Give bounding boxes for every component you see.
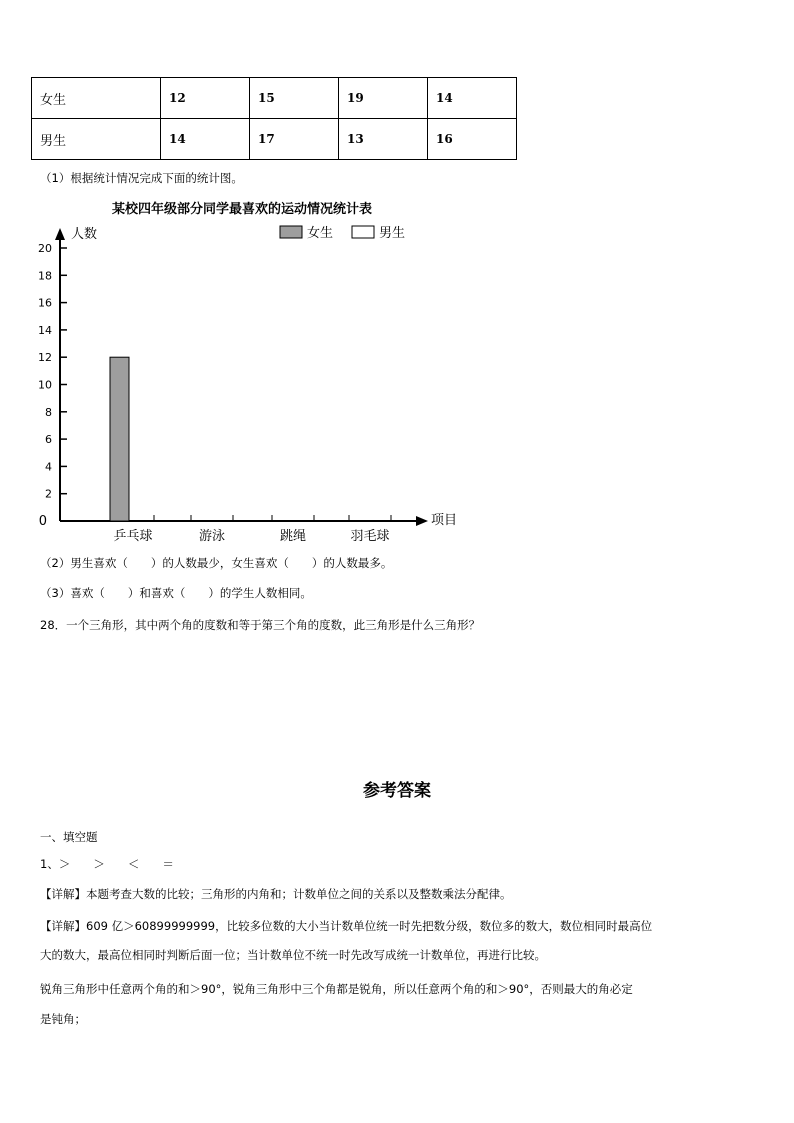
x-tick-label: 跳绳 — [279, 529, 307, 544]
table-cell: 17 — [250, 119, 339, 160]
row-label-girls: 女生 — [32, 78, 161, 119]
question-28: 28．一个三角形，其中两个角的度数和等于第三个角的度数，此三角形是什么三角形？ — [40, 618, 481, 632]
y-axis-arrow — [55, 228, 65, 240]
y-axis-label: 人数 — [71, 227, 98, 242]
y-tick-label: 16 — [38, 296, 52, 310]
x-tick-label: 羽毛球 — [350, 529, 390, 544]
table-cell: 15 — [250, 78, 339, 119]
chart-title: 某校四年级部分同学最喜欢的运动情况统计表 — [111, 202, 373, 217]
y-tick-label: 18 — [38, 269, 52, 283]
x-axis-label: 项目 — [431, 513, 458, 528]
bar-chart — [0, 195, 794, 550]
table-cell: 13 — [339, 119, 428, 160]
x-tick-label: 乒乓球 — [113, 529, 153, 544]
y-tick-label: 4 — [45, 460, 52, 474]
section-heading: 一、填空题 — [40, 830, 98, 844]
legend-label-girls: 女生 — [307, 226, 334, 241]
question-3: （3）喜欢（ ）和喜欢（ ）的学生人数相同。 — [40, 586, 312, 600]
table-cell: 14 — [161, 119, 250, 160]
table-cell: 14 — [428, 78, 517, 119]
detail-2-line-1: 【详解】609 亿＞60899999999，比较多位数的大小当计数单位统一时先把数分级，数位多的数大，数位相同时最高位 — [40, 919, 653, 933]
legend-swatch-girls — [280, 226, 302, 238]
y-tick-label: 8 — [45, 405, 52, 419]
y-tick-label: 0 — [38, 514, 47, 529]
answers-title: 参考答案 — [363, 781, 431, 801]
y-tick-label: 20 — [38, 242, 52, 255]
detail-2-line-2: 大的数大，最高位相同时判断后面一位；当计数单位不统一时先改写成统一计数单位，再进行比较。 — [40, 948, 546, 962]
table-cell: 12 — [161, 78, 250, 119]
question-2: （2）男生喜欢（ ）的人数最少，女生喜欢（ ）的人数最多。 — [40, 556, 393, 570]
x-tick-label: 游泳 — [198, 529, 226, 544]
y-tick-label: 12 — [38, 351, 52, 365]
x-axis-arrow — [416, 516, 428, 526]
data-table — [31, 77, 517, 160]
answer-1: 1、＞ ＞ ＜ ＝ — [40, 857, 174, 871]
legend-label-boys: 男生 — [379, 226, 406, 241]
row-label-boys: 男生 — [32, 119, 161, 160]
legend-swatch-boys — [352, 226, 374, 238]
y-tick-label: 14 — [38, 323, 52, 337]
table-cell: 19 — [339, 78, 428, 119]
detail-1: 【详解】本题考查大数的比较；三角形的内角和；计数单位之间的关系以及整数乘法分配律。 — [40, 887, 512, 901]
table-row — [32, 78, 517, 119]
table-row — [32, 119, 517, 160]
question-1: （1）根据统计情况完成下面的统计图。 — [40, 171, 243, 185]
y-tick-label: 6 — [45, 433, 52, 447]
table-cell: 16 — [428, 119, 517, 160]
y-tick-label: 2 — [45, 487, 52, 501]
detail-3-line-1: 锐角三角形中任意两个角的和＞90°，锐角三角形中三个角都是锐角，所以任意两个角的和＞90°，否则最大的角必定 — [40, 982, 633, 996]
bar-girls-0 — [110, 357, 129, 521]
detail-3-line-2: 是钝角； — [40, 1012, 86, 1026]
y-tick-label: 10 — [38, 378, 52, 392]
